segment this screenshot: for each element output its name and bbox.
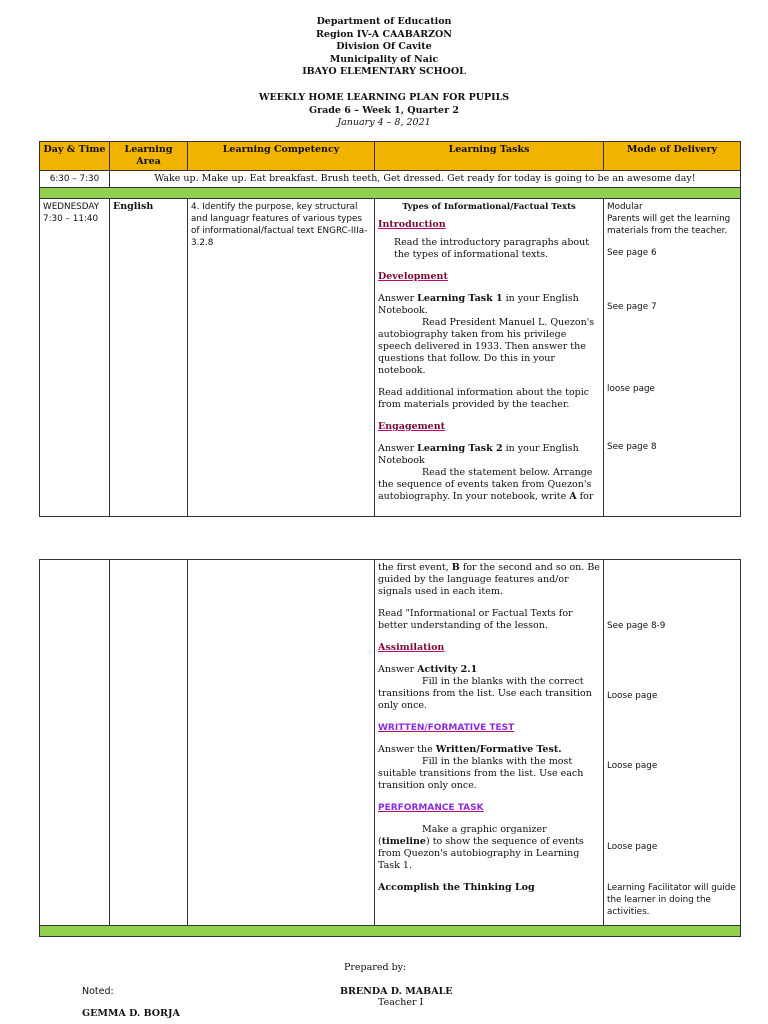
col-mode: Mode of Delivery <box>604 142 741 171</box>
eng-text2: Read the statement below. Arrange the sequence of events taken from Quezon's autobiography. In your notebook, write A for <box>378 467 594 502</box>
col-tasks: Learning Tasks <box>375 142 604 171</box>
table-row <box>40 560 741 926</box>
perf-heading: PERFORMANCE TASK <box>378 803 484 813</box>
mode-loose-3: Loose page <box>607 842 658 852</box>
mode-cell <box>604 199 741 517</box>
col-day-time: Day & Time <box>40 142 110 171</box>
table-header-row <box>40 142 741 171</box>
tasks-cell <box>375 199 604 517</box>
learning-plan-table-continued <box>39 559 741 937</box>
prepared-label: Prepared by: <box>344 962 407 973</box>
division-line: Division Of Cavite <box>336 41 432 52</box>
plan-grade: Grade 6 – Week 1, Quarter 2 <box>308 104 460 116</box>
assim-answer: Answer Activity 2.1 <box>378 664 478 675</box>
mode-modular: Modular <box>607 202 643 212</box>
noted-label: Noted: <box>82 986 114 997</box>
municipality-line: Municipality of Naic <box>329 53 439 65</box>
plan-heading <box>0 92 768 130</box>
teacher-title: Teacher I <box>378 997 424 1008</box>
principal-name: GEMMA D. BORJA <box>82 1008 180 1019</box>
dev-text2: Read President Manuel L. Quezon's autobiography taken from his privilege speech delivered in 1933. Then answer the questions that follow. Do this in your notebook. <box>378 317 595 376</box>
day-label: WEDNESDAY <box>43 202 100 212</box>
mode-page8: See page 8 <box>607 442 657 452</box>
morning-time: 6:30 – 7:30 <box>40 171 110 188</box>
mode-cell-continued <box>604 560 741 926</box>
engagement-heading: Engagement <box>378 421 446 432</box>
mode-facilitator: Learning Facilitator will guide the learner in doing the activities. <box>607 883 736 917</box>
plan-title: WEEKLY HOME LEARNING PLAN FOR PUPILS <box>258 92 510 103</box>
tasks-cell-continued <box>375 560 604 926</box>
school-name: IBAYO ELEMENTARY SCHOOL <box>302 66 466 77</box>
dev-heading: Development <box>378 271 448 282</box>
test-text: Fill in the blanks with the most suitable transitions from the list. Use each transition only once. <box>378 756 584 791</box>
school-header <box>0 16 768 79</box>
dev-text: Answer Learning Task 1 in your English Notebook. <box>378 293 579 316</box>
topic-title: Types of Informational/Factual Texts <box>402 202 576 212</box>
competency-cell: 4. Identify the purpose, key structural and languagr features of various types of informational/factual text ENGRC-IIIa-3.2.8 <box>188 199 375 517</box>
eng-text: Answer Learning Task 2 in your English Notebook <box>378 443 579 466</box>
table-row <box>40 171 741 188</box>
mode-page7: See page 7 <box>607 302 657 312</box>
region-line: Region IV-A CAABARZON <box>316 28 452 40</box>
empty-cell <box>40 560 110 926</box>
time-label: 7:30 – 11:40 <box>43 214 99 224</box>
perf-text: Make a graphic organizer (timeline) to show the sequence of events from Quezon's autobiography in Learning Task 1. <box>378 824 584 871</box>
plan-dates: January 4 – 8, 2021 <box>337 117 431 128</box>
dept-line: Department of Education <box>316 16 452 27</box>
test-heading: WRITTEN/FORMATIVE TEST <box>378 723 515 733</box>
col-competency: Learning Competency <box>188 142 375 171</box>
test-answer: Answer the Written/Formative Test. <box>378 744 562 755</box>
teacher-name: BRENDA D. MABALE <box>340 986 453 997</box>
col-area: Learning Area <box>110 142 188 171</box>
mode-loose-1: Loose page <box>607 691 658 701</box>
mode-loose-2: Loose page <box>607 761 658 771</box>
mode-page8-9: See page 8-9 <box>607 621 666 631</box>
cont-text1: the first event, B for the second and so on. Be guided by the language features and/or signals used in each item. <box>378 562 600 597</box>
dev-text3: Read additional information about the topic from materials provided by the teacher. <box>378 387 590 410</box>
empty-cell <box>110 560 188 926</box>
mode-parents: Parents will get the learning materials from the teacher. <box>607 214 731 236</box>
thinking-log: Accomplish the Thinking Log <box>378 882 535 893</box>
empty-cell <box>188 560 375 926</box>
mode-page6: See page 6 <box>607 248 657 258</box>
separator-row <box>40 188 741 199</box>
cont-text2: Read "Informational or Factual Texts for better understanding of the lesson. <box>378 608 573 631</box>
mode-loose: loose page <box>607 384 655 394</box>
assim-text: Fill in the blanks with the correct transitions from the list. Use each transition only once. <box>378 676 592 711</box>
learning-plan-table <box>39 141 741 517</box>
assimilation-heading: Assimilation <box>378 642 445 653</box>
area-cell: English <box>110 199 188 517</box>
intro-heading: Introduction <box>378 219 446 230</box>
table-row <box>40 199 741 517</box>
morning-routine: Wake up. Make up. Eat breakfast. Brush teeth, Get dressed. Get ready for today is going to be an awesome day! <box>110 171 741 188</box>
separator-row <box>40 926 741 937</box>
wednesday-cell <box>40 199 110 517</box>
intro-text: Read the introductory paragraphs about the types of informational texts. <box>394 237 590 260</box>
